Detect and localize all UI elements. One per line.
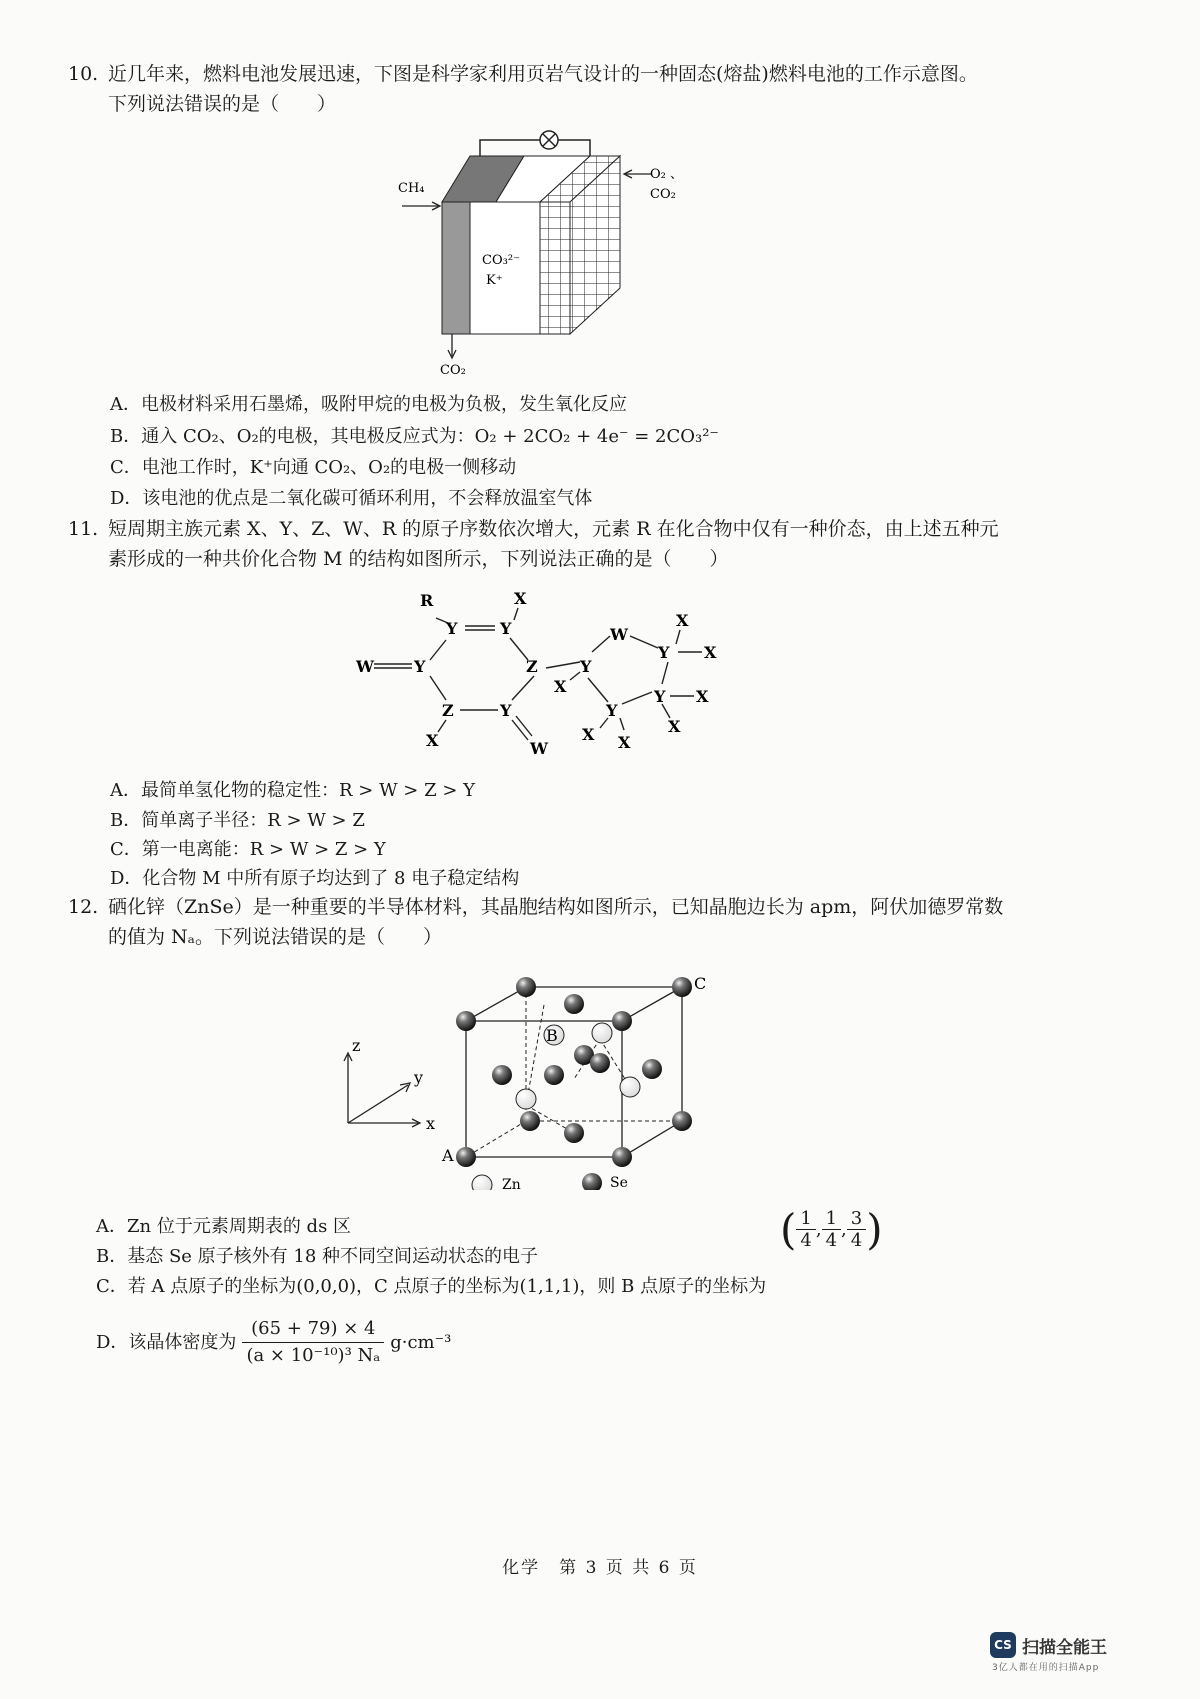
se-atom — [672, 977, 692, 997]
axis-y-label: y — [414, 1068, 424, 1087]
b-point-coordinate: ( $\frac{1}{4}$ , $\frac{1}{4}$ , $\frac{3}{4}$ ) — [780, 1204, 883, 1254]
o2-inlet-arrow-icon — [624, 170, 652, 178]
q12-stem-line1: 硒化锌（ZnSe）是一种重要的半导体材料，其晶胞结构如图所示，已知晶胞边长为 apm，阿伏加德罗常数 — [108, 896, 1004, 918]
q11-option-b[interactable]: B．简单离子半径：R > W > Z — [110, 810, 365, 831]
atom-x-8: X — [696, 687, 709, 706]
q12-stem-line2: 的值为 Nₐ。下列说法错误的是（ ） — [108, 926, 442, 948]
se-atom — [612, 1147, 632, 1167]
atom-y-1: Y — [446, 619, 458, 638]
atom-y-7: Y — [500, 701, 512, 720]
atom-y-4: Y — [580, 657, 592, 676]
zn-atom — [620, 1077, 640, 1097]
density-unit: g·cm⁻³ — [390, 1331, 452, 1353]
zn-atom — [592, 1023, 612, 1043]
ch4-inlet-arrow-icon — [402, 202, 440, 210]
q11-option-c[interactable]: C．第一电离能：R > W > Z > Y — [110, 839, 386, 860]
atom-y-6: Y — [654, 687, 666, 706]
q12-option-b[interactable]: B．基态 Se 原子核外有 18 种不同空间运动状态的电子 — [96, 1246, 538, 1267]
cs-logo-icon: CS — [990, 1632, 1016, 1658]
atom-x-7: X — [704, 643, 717, 662]
brand-name: 扫描全能王 — [1022, 1637, 1107, 1658]
q11-number: 11. — [68, 518, 99, 540]
atom-w-bottom: W — [530, 739, 548, 758]
q10-stem-line1: 近几年来，燃料电池发展迅速，下图是科学家利用页岩气设计的一种固态(熔盐)燃料电池的工作示意图。 — [108, 63, 978, 85]
q11-stem-line2: 素形成的一种共价化合物 M 的结构如图所示，下列说法正确的是（ ） — [108, 548, 729, 570]
co2-outlet-arrow-icon — [448, 334, 456, 358]
se-atom — [590, 1053, 610, 1073]
atom-y-2: Y — [500, 619, 512, 638]
atom-y-8: Y — [606, 701, 618, 720]
q10-option-a[interactable]: A．电极材料采用石墨烯，吸附甲烷的电极为负极，发生氧化反应 — [110, 394, 627, 415]
axis-z-label: z — [352, 1036, 361, 1055]
se-legend-label: Se — [610, 1175, 628, 1190]
atom-x-top: X — [514, 589, 527, 608]
atom-w-ring: W — [610, 625, 628, 644]
se-atom — [564, 994, 584, 1014]
atom-w-left: W — [356, 657, 374, 676]
se-atom — [456, 1147, 476, 1167]
axis-x-label: x — [426, 1114, 436, 1133]
se-atom — [672, 1111, 692, 1131]
q12-option-d[interactable] — [96, 1316, 451, 1369]
q10-stem-line2: 下列说法错误的是（ ） — [108, 93, 337, 115]
brand-tagline: 3亿人都在用的扫描App — [992, 1663, 1100, 1673]
atom-r: R — [420, 591, 434, 610]
atom-z-2: Z — [442, 701, 454, 720]
q10-number: 10. — [68, 63, 99, 85]
se-atom — [520, 1111, 540, 1131]
se-atom — [456, 1011, 476, 1031]
ch4-label: CH₄ — [398, 181, 425, 196]
q12-option-a[interactable]: A．Zn 位于元素周期表的 ds 区 — [96, 1216, 352, 1237]
density-fraction: $\frac{(65 + 79) \times 4}{\text{(a × 10⁻¹⁰)³ Nₐ}}$ — [242, 1316, 384, 1369]
fuel-cell-diagram — [380, 118, 720, 388]
label-b: B — [546, 1026, 558, 1045]
q12-option-c[interactable]: C．若 A 点原子的坐标为(0,0,0)，C 点原子的坐标为(1,1,1)，则 B 点原子的坐标为 — [96, 1276, 767, 1297]
q12-number: 12. — [68, 896, 99, 918]
q10-option-b[interactable]: B．通入 CO₂、O₂的电极，其电极反应式为：O₂ + 2CO₂ + 4e⁻ = 2CO₃²⁻ — [110, 426, 719, 447]
atom-y-3: Y — [414, 657, 426, 676]
se-atom — [516, 977, 536, 997]
q11-stem-line1: 短周期主族元素 X、Y、Z、W、R 的原子序数依次增大，元素 R 在化合物中仅有一种价态，由上述五种元 — [108, 518, 999, 540]
label-c: C — [694, 974, 707, 993]
se-atom — [544, 1065, 564, 1085]
atom-x-5: X — [554, 677, 567, 696]
molecule-m-structure — [340, 580, 760, 770]
atom-x-9: X — [668, 717, 681, 736]
zn-legend-label: Zn — [502, 1177, 521, 1190]
scanner-watermark — [990, 1632, 1160, 1673]
carbonate-label: CO₃²⁻ — [482, 253, 520, 268]
atom-x-6: X — [676, 611, 689, 630]
se-atom — [564, 1123, 584, 1143]
atom-x-11: X — [582, 725, 595, 744]
atom-x-12: X — [618, 733, 631, 752]
atom-z-1: Z — [526, 657, 538, 676]
label-a: A — [442, 1146, 454, 1165]
se-atom — [642, 1059, 662, 1079]
potassium-label: K⁺ — [486, 273, 503, 288]
zn-legend-icon — [472, 1175, 492, 1190]
q10-option-d[interactable]: D．该电池的优点是二氧化碳可循环利用，不会释放温室气体 — [110, 488, 593, 509]
page-footer: 化学 第 3 页 共 6 页 — [502, 1558, 698, 1578]
q11-option-a[interactable]: A．最简单氢化物的稳定性：R > W > Z > Y — [110, 780, 476, 801]
co2-right-label: CO₂ — [650, 187, 676, 202]
atom-y-5: Y — [658, 643, 670, 662]
atom-x-10: X — [426, 731, 439, 750]
q11-option-d[interactable]: D．化合物 M 中所有原子均达到了 8 电子稳定结构 — [110, 868, 520, 889]
co2-bottom-label: CO₂ — [440, 363, 466, 378]
axis-icon — [344, 1053, 420, 1127]
q10-option-c[interactable]: C．电池工作时，K⁺向通 CO₂、O₂的电极一侧移动 — [110, 457, 517, 478]
se-atom — [492, 1065, 512, 1085]
znse-unit-cell-diagram — [330, 955, 750, 1190]
se-atom — [612, 1011, 632, 1031]
o2-label: O₂ 、 — [650, 167, 684, 182]
se-legend-icon — [582, 1173, 602, 1190]
q12-option-d-text: D．该晶体密度为 — [96, 1331, 237, 1353]
zn-atom — [516, 1089, 536, 1109]
